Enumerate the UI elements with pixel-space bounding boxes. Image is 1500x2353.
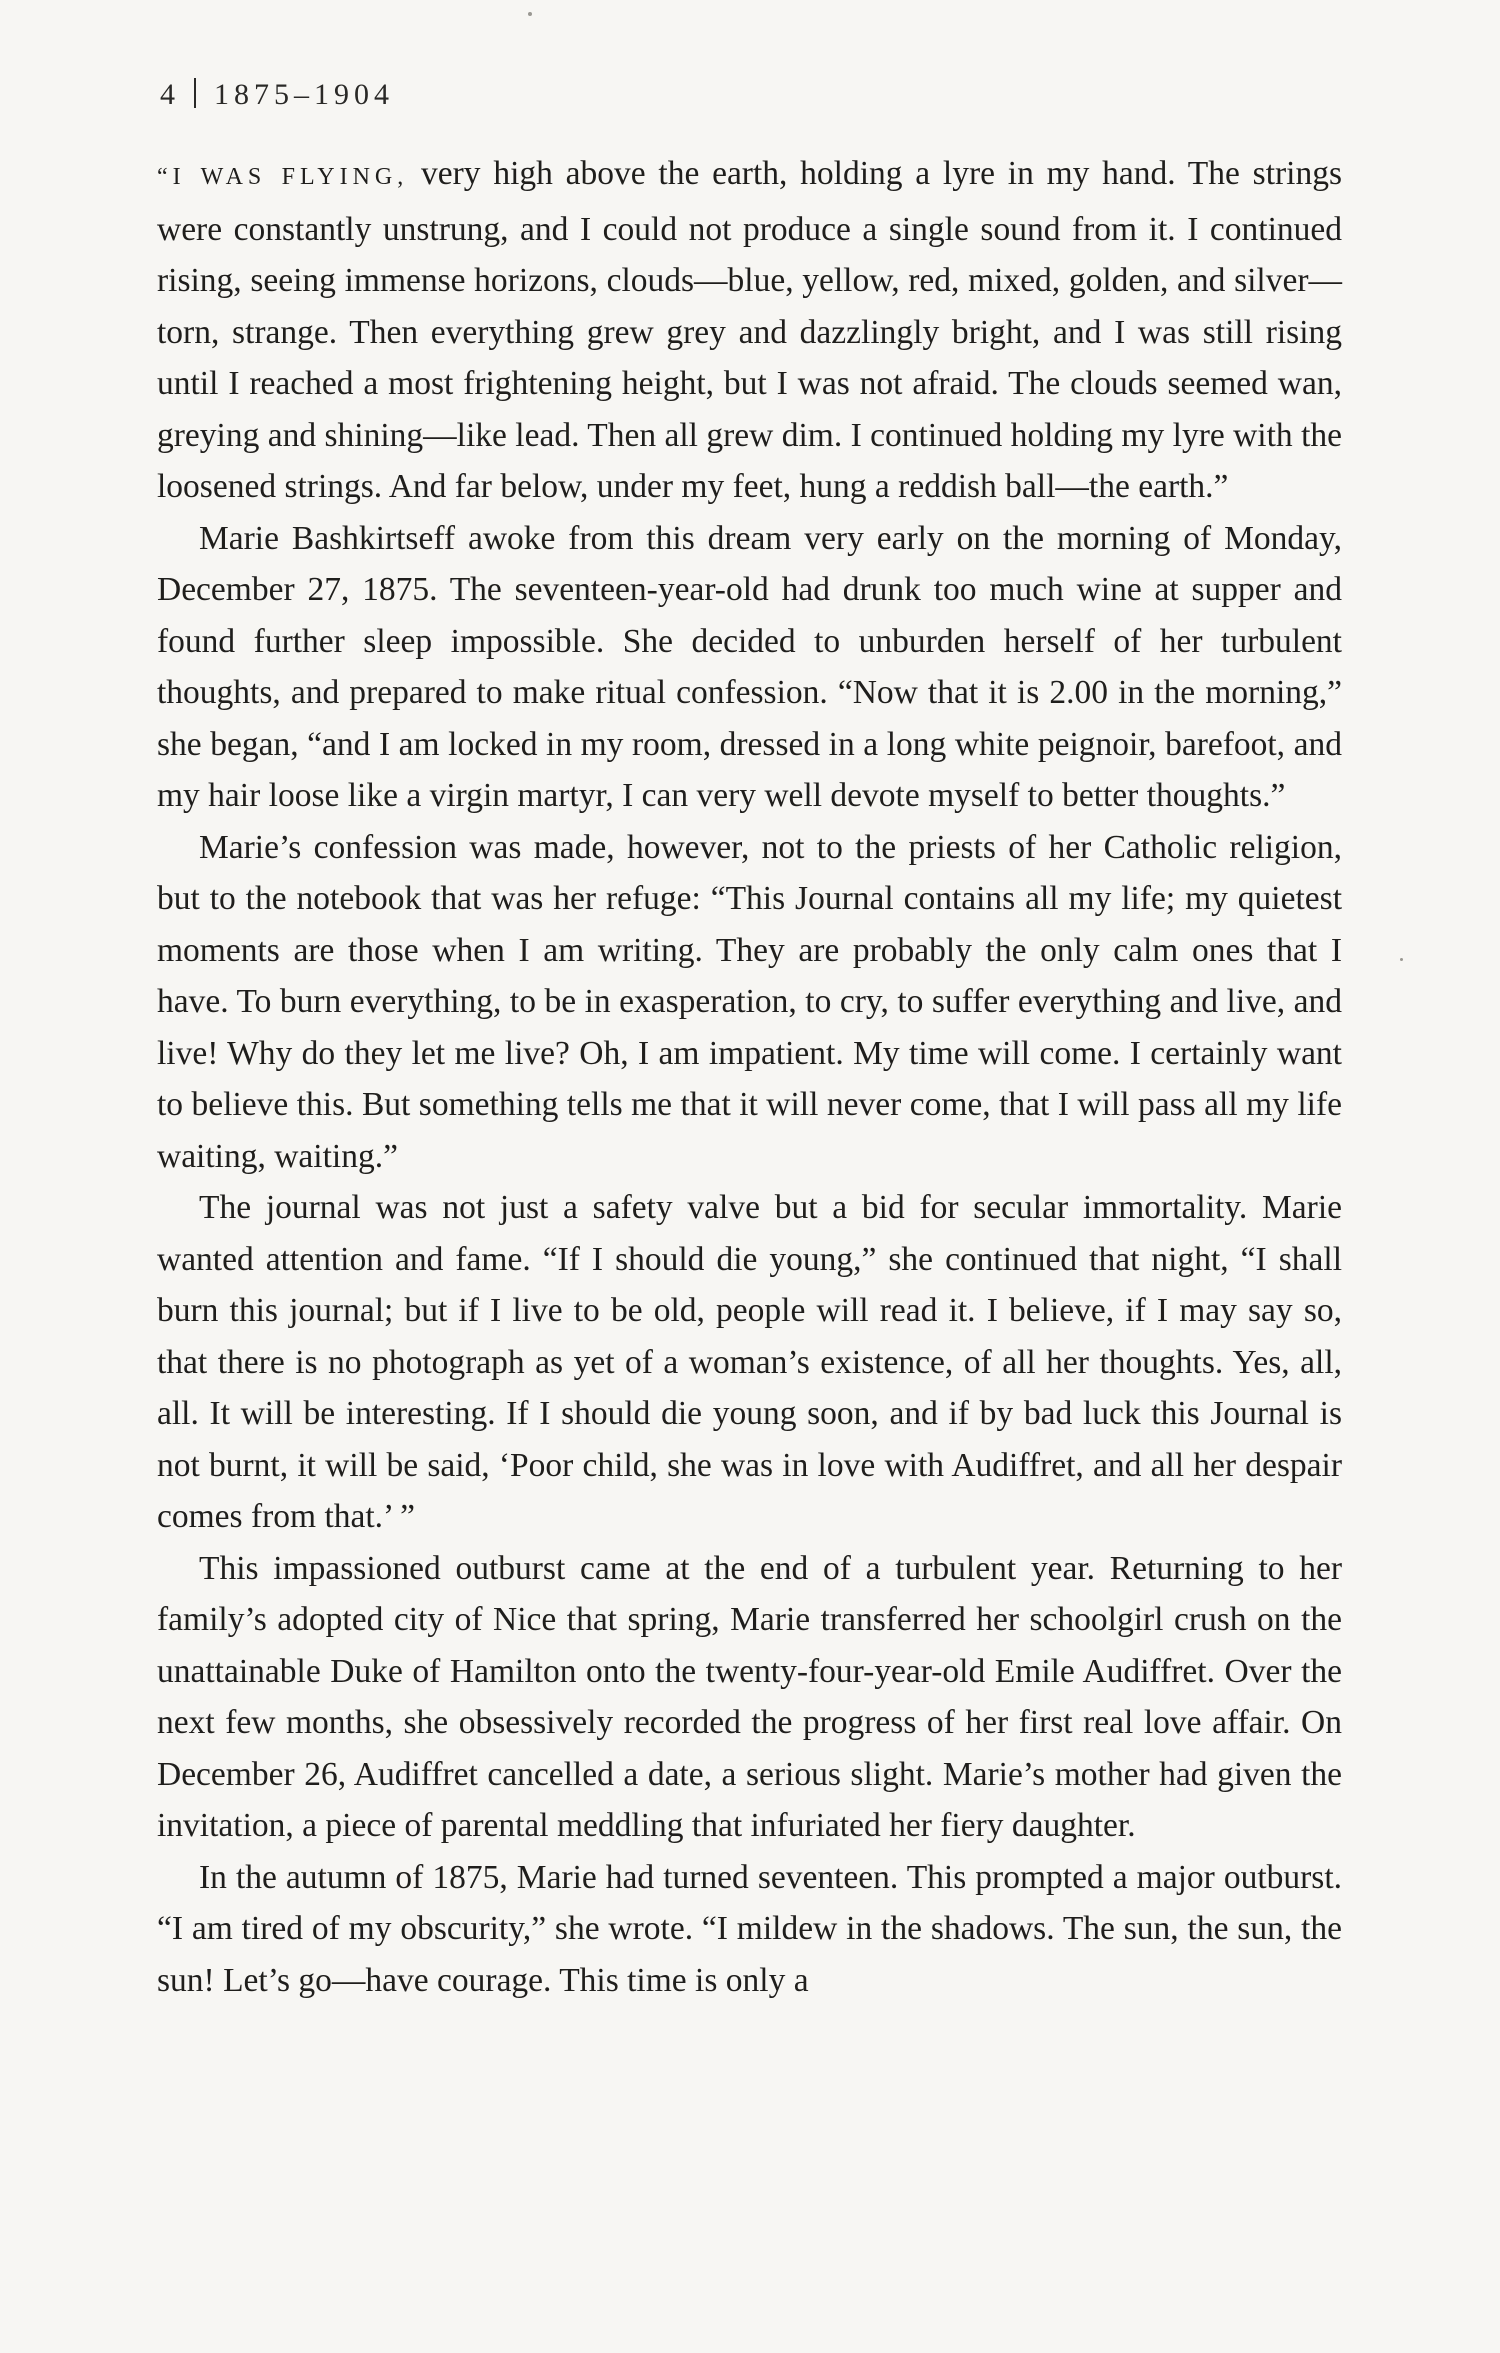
running-head-divider bbox=[194, 78, 196, 108]
paragraph: Marie’s confession was made, however, not to the priests of her Catholic religion, but to the notebook that was her refuge: “This Journal contains all my life; my quietest moments are those when I am writing. They are probably the only calm ones that I have. To burn everything, to be in exasperation, to cry, to suffer everything and live, and live! Why do they let me live? Oh, I am impatient. My time will come. I certainly want to believe this. But something tells me that it will never come, that I will pass all my life waiting, waiting.” bbox=[157, 828, 1342, 1175]
body-text bbox=[157, 148, 1342, 2006]
scan-speck bbox=[1400, 958, 1403, 961]
scan-speck bbox=[528, 12, 532, 16]
running-head bbox=[160, 78, 394, 112]
page-number: 4 bbox=[160, 78, 180, 111]
paragraph-text: very high above the earth, holding a lyre in my hand. The strings were constantly unstrung, and I could not produce a single sound from it. I continued rising, seeing immense horizons, clouds—blue, yellow, red, mixed, golden, and silver—torn, strange. Then everything grew grey and dazzlingly bright, and I was still rising until I reached a most frightening height, but I was not afraid. The clouds seemed wan, greying and shining—like lead. Then all grew dim. I continued holding my lyre with the loosened strings. And far below, under my feet, hung a reddish ball—the earth.” bbox=[157, 155, 1342, 505]
chapter-year-range: 1875–1904 bbox=[214, 78, 394, 111]
opening-small-caps: “I WAS FLYING, bbox=[157, 164, 409, 190]
paragraph: The journal was not just a safety valve but a bid for secular immortality. Marie wanted attention and fame. “If I should die young,” she continued that night, “I shall burn this journal; but if I live to be old, people will read it. I believe, if I may say so, that there is no photograph as yet of a woman’s existence, of all her thoughts. Yes, all, all. It will be interesting. If I should die young soon, and if by bad luck this Journal is not burnt, it will be said, ‘Poor child, she was in love with Audiffret, and all her despair comes from that.’ ” bbox=[157, 1189, 1342, 1535]
paragraph: This impassioned outburst came at the end of a turbulent year. Returning to her family’s adopted city of Nice that spring, Marie transferred her schoolgirl crush on the unattainable Duke of Hamilton onto the twenty-four-year-old Emile Audiffret. Over the next few months, she obsessively recorded the progress of her first real love affair. On December 26, Audiffret cancelled a date, a serious slight. Marie’s mother had given the invitation, a piece of parental meddling that infuriated her fiery daughter. bbox=[157, 1549, 1342, 1844]
paragraph: Marie Bashkirtseff awoke from this dream very early on the morning of Monday, December 27, 1875. The seventeen-year-old had drunk too much wine at supper and found further sleep impossible. She decided to unburden herself of her turbulent thoughts, and prepared to make ritual confession. “Now that it is 2.00 in the morning,” she began, “and I am locked in my room, dressed in a long white peignoir, barefoot, and my hair loose like a virgin martyr, I can very well devote myself to better thoughts.” bbox=[157, 519, 1342, 814]
paragraph bbox=[157, 148, 1342, 513]
paragraph: In the autumn of 1875, Marie had turned seventeen. This prompted a major outburst. “I am tired of my obscurity,” she wrote. “I mildew in the shadows. The sun, the sun, the sun! Let’s go—have courage. This time is only a bbox=[157, 1858, 1342, 1999]
